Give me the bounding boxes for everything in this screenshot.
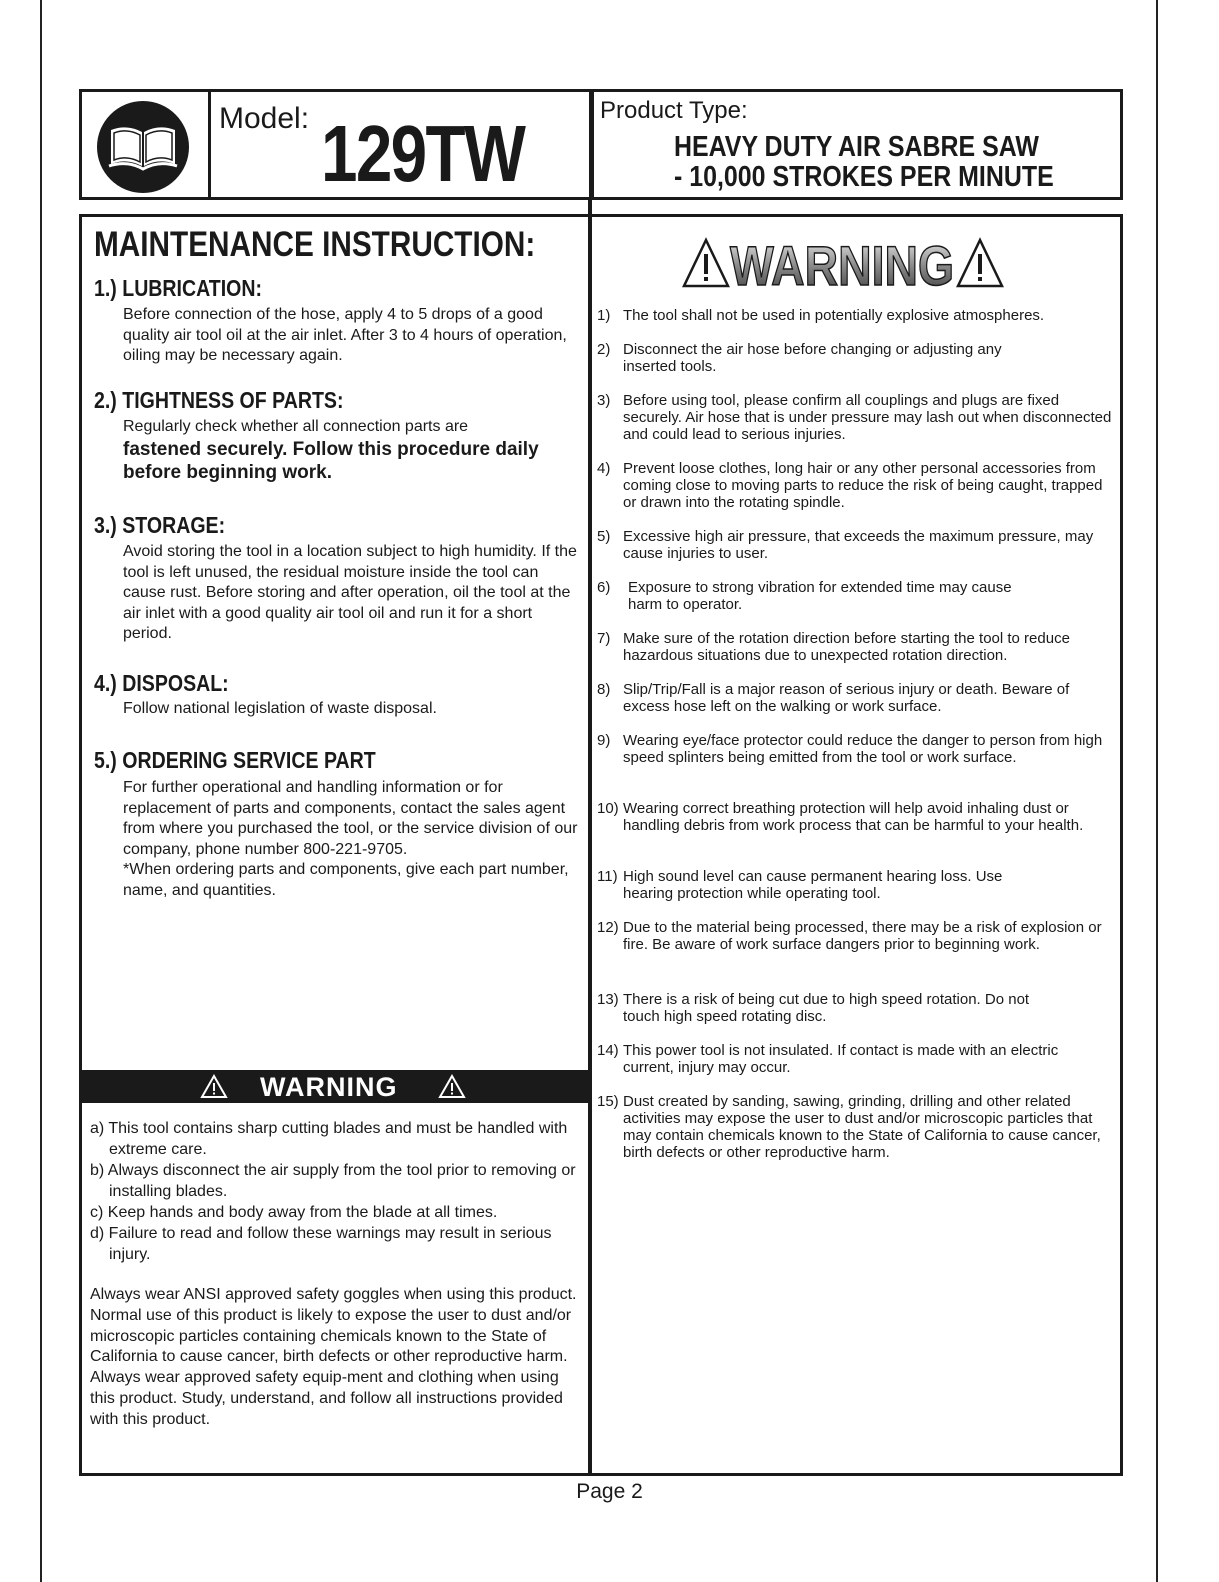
warning-triangle-icon bbox=[684, 240, 728, 286]
warning-triangle-icon bbox=[200, 1074, 228, 1099]
model-cell bbox=[211, 92, 594, 197]
list-item bbox=[597, 392, 1119, 443]
open-book-icon bbox=[96, 100, 190, 194]
product-type-label: Product Type: bbox=[600, 97, 748, 124]
item-text: High sound level can cause permanent hearing loss. Use hearing protection while operating tool. bbox=[623, 868, 1003, 902]
column-divider bbox=[588, 200, 592, 1476]
item-number: 8) bbox=[597, 681, 611, 698]
model-number: 129TW bbox=[321, 109, 525, 198]
list-item bbox=[597, 307, 1119, 324]
list-item bbox=[597, 341, 1119, 375]
list-item bbox=[597, 1042, 1119, 1076]
product-type-line-2: - 10,000 STROKES PER MINUTE bbox=[674, 161, 1054, 193]
item-text: Wearing correct breathing protection will help avoid inhaling dust or handling debris from work process that can be harmful to your health. bbox=[623, 800, 1084, 834]
item-text: Wearing eye/face protector could reduce the danger to person from high speed splinters being emitted from the tool or work surface. bbox=[623, 732, 1103, 766]
list-item: d) Failure to read and follow these warnings may result in serious injury. bbox=[90, 1225, 552, 1263]
list-item bbox=[597, 868, 1119, 902]
section-heading-disposal: 4.) DISPOSAL: bbox=[94, 670, 229, 696]
section-heading-tightness: 2.) TIGHTNESS OF PARTS: bbox=[94, 387, 344, 413]
list-item bbox=[597, 991, 1119, 1025]
section-text-lubrication: Before connection of the hose, apply 4 to 5 drops of a good quality air tool oil at the air inlet. After 3 to 4 hours of operation, oiling may be necessary again. bbox=[123, 306, 567, 364]
tightness-text: Regularly check whether all connection parts are bbox=[123, 418, 469, 435]
list-item: b) Always disconnect the air supply from the tool prior to removing or installing blades. bbox=[90, 1162, 576, 1200]
item-number: 9) bbox=[597, 732, 611, 749]
general-warning-label: WARNING bbox=[730, 236, 954, 292]
list-item: c) Keep hands and body away from the blade at all times. bbox=[90, 1204, 498, 1221]
section-heading-storage: 3.) STORAGE: bbox=[94, 512, 226, 538]
item-text: This power tool is not insulated. If contact is made with an electric current, injury may occur. bbox=[623, 1042, 1059, 1076]
product-type-cell bbox=[594, 92, 1120, 197]
blade-warning-bar bbox=[82, 1070, 588, 1103]
tightness-emphasis: fastened securely. Follow this procedure daily before beginning work. bbox=[123, 438, 539, 483]
warning-triangle-icon bbox=[958, 240, 1002, 286]
item-text: Prevent loose clothes, long hair or any other personal accessories from coming close to moving parts to reduce the risk of being caught, trapped or drawn into the rotating spindle. bbox=[623, 460, 1103, 511]
list-item: a) This tool contains sharp cutting blades and must be handled with extreme care. bbox=[90, 1120, 568, 1158]
safety-paragraph: Always wear ANSI approved safety goggles when using this product. Normal use of this product is likely to expose the user to dust and/or microscopic particles containing chemicals known to the State of California to cause cancer, birth defects or other reproductive harm. Always wear approved safety equip-ment and clothing when using this product. Study, understand, and follow all instructions provided with this product. bbox=[90, 1286, 577, 1428]
section-text-tightness bbox=[123, 417, 583, 484]
item-number: 3) bbox=[597, 392, 611, 409]
list-item bbox=[597, 1093, 1119, 1161]
maintenance-title: MAINTENANCE INSTRUCTION: bbox=[94, 225, 536, 264]
item-text: Exposure to strong vibration for extended time may cause harm to operator. bbox=[628, 579, 1012, 613]
item-text: There is a risk of being cut due to high speed rotation. Do not touch high speed rotating disc. bbox=[623, 991, 1030, 1025]
section-text-storage: Avoid storing the tool in a location subject to high humidity. If the tool is left unused, the residual moisture inside the tool can cause rust. Before storing and after operation, oil the tool at the air inlet with a good quality air tool oil and run it for a short period. bbox=[123, 543, 577, 642]
item-number: 4) bbox=[597, 460, 611, 477]
warning-triangle-icon bbox=[438, 1074, 466, 1099]
blade-warning-label: WARNING bbox=[260, 1072, 398, 1102]
model-label: Model: bbox=[219, 102, 310, 135]
item-number: 1) bbox=[597, 307, 611, 324]
list-item bbox=[597, 681, 1119, 715]
item-number: 5) bbox=[597, 528, 611, 545]
list-item bbox=[597, 579, 1119, 613]
list-item bbox=[597, 919, 1119, 953]
page-number: Page 2 bbox=[576, 1480, 643, 1503]
item-text: The tool shall not be used in potentially explosive atmospheres. bbox=[623, 307, 1045, 324]
section-text-disposal: Follow national legislation of waste disposal. bbox=[123, 700, 437, 717]
ordering-text: For further operational and handling information or for replacement of parts and components, contact the sales agent from where you purchased the tool, or the service division of our company, phone number 800-221-9705. bbox=[123, 779, 578, 858]
item-number: 10) bbox=[597, 800, 619, 817]
item-text: Due to the material being processed, there may be a risk of explosion or fire. Be aware of work surface dangers prior to beginning work. bbox=[623, 919, 1102, 953]
section-heading-ordering: 5.) ORDERING SERVICE PART bbox=[94, 747, 376, 773]
manual-icon-cell bbox=[82, 92, 211, 197]
item-text: Slip/Trip/Fall is a major reason of serious injury or death. Beware of excess hose left on the walking or work surface. bbox=[623, 681, 1070, 715]
item-text: Before using tool, please confirm all couplings and plugs are fixed securely. Air hose that is under pressure may lash out when disconnected and could lead to serious injuries. bbox=[623, 392, 1112, 443]
blade-warning-list bbox=[90, 1118, 580, 1265]
section-text-ordering bbox=[123, 778, 583, 901]
item-text: Disconnect the air hose before changing or adjusting any inserted tools. bbox=[623, 341, 1002, 375]
right-margin-rule bbox=[1156, 0, 1158, 1582]
item-number: 14) bbox=[597, 1042, 619, 1059]
list-item bbox=[597, 800, 1119, 834]
general-warning-heading bbox=[682, 236, 1008, 292]
product-type-line-1: HEAVY DUTY AIR SABRE SAW bbox=[674, 131, 1039, 163]
item-text: Excessive high air pressure, that exceeds the maximum pressure, may cause injuries to user. bbox=[623, 528, 1094, 562]
item-number: 13) bbox=[597, 991, 619, 1008]
item-number: 12) bbox=[597, 919, 619, 936]
list-item bbox=[597, 460, 1119, 511]
section-heading-lubrication: 1.) LUBRICATION: bbox=[94, 275, 262, 301]
left-margin-rule bbox=[40, 0, 42, 1582]
product-type-value bbox=[674, 132, 1054, 192]
item-text: Make sure of the rotation direction before starting the tool to reduce hazardous situations due to unexpected rotation direction. bbox=[623, 630, 1070, 664]
item-number: 6) bbox=[597, 579, 611, 596]
item-text: Dust created by sanding, sawing, grinding, drilling and other related activities may expose the user to dust and/or microscopic particles that may contain chemicals known to the State of California to cause cancer, birth defects or other reproductive harm. bbox=[623, 1093, 1101, 1161]
item-number: 7) bbox=[597, 630, 611, 647]
item-number: 2) bbox=[597, 341, 611, 358]
header-table bbox=[79, 89, 1123, 200]
list-item bbox=[597, 528, 1119, 562]
ordering-note: *When ordering parts and components, give each part number, name, and quantities. bbox=[123, 861, 569, 899]
item-number: 11) bbox=[597, 868, 618, 885]
list-item bbox=[597, 630, 1119, 664]
item-number: 15) bbox=[597, 1093, 619, 1110]
list-item bbox=[597, 732, 1119, 766]
